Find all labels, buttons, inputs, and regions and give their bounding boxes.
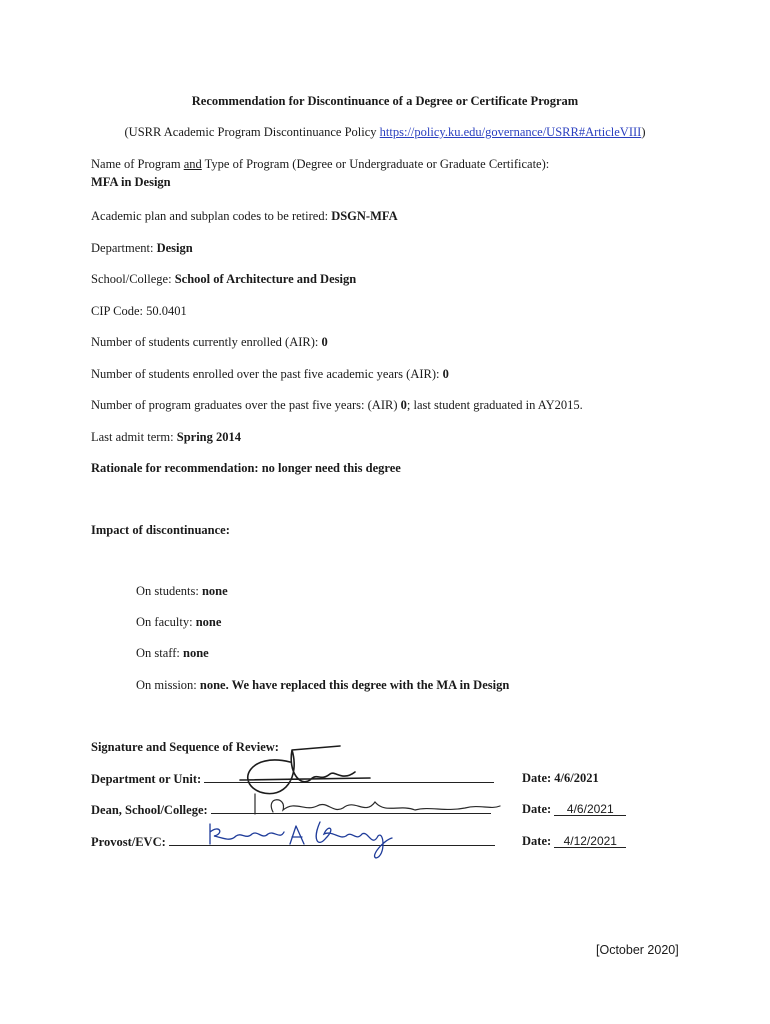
impact-heading: Impact of discontinuance: [91, 523, 230, 537]
impact-mission: On mission: none. We have replaced this degree with the MA in Design [136, 678, 510, 692]
signature-label: Department or Unit: [91, 772, 205, 786]
enrolled-five-years-field: Number of students enrolled over the past five academic years (AIR): 0 [91, 367, 449, 381]
enrolled-field: Number of students currently enrolled (AIR): 0 [91, 335, 328, 349]
impact-students: On students: none [136, 584, 228, 598]
last-admit-field: Last admit term: Spring 2014 [91, 430, 242, 444]
school-field: School/College: School of Architecture and Design [91, 272, 357, 286]
document-title: Recommendation for Discontinuance of a Degree or Certificate Program [191, 94, 579, 108]
impact-staff: On staff: none [136, 646, 209, 660]
policy-link[interactable]: https://policy.ku.edu/governance/USRR#ArticleVIII [379, 125, 642, 139]
policy-line [0, 125, 770, 140]
department-field: Department: Design [91, 241, 193, 255]
policy-suffix: ) [641, 125, 646, 139]
signature-heading: Signature and Sequence of Review: [91, 740, 279, 754]
policy-prefix: (USRR Academic Program Discontinuance Policy [124, 125, 380, 139]
program-label: Name of Program and Type of Program (Degree or Undergraduate or Graduate Certificate): [91, 157, 550, 171]
program-value: MFA in Design [91, 175, 171, 189]
provost-signature-icon [200, 818, 410, 862]
date-department: Date: 4/6/2021 [522, 771, 599, 785]
signature-label: Provost/EVC: [91, 835, 169, 849]
signature-label: Dean, School/College: [91, 803, 211, 817]
document-footer: [October 2020] [596, 943, 679, 957]
graduates-field: Number of program graduates over the past five years: (AIR) 0; last student graduated in AY2015. [91, 398, 583, 412]
dean-signature-icon [225, 790, 505, 820]
cip-code-field: CIP Code: 50.0401 [91, 304, 187, 318]
date-provost: Date: 4/12/2021 [522, 833, 626, 849]
rationale-field: Rationale for recommendation: no longer need this degree [91, 461, 401, 475]
plan-codes-field: Academic plan and subplan codes to be retired: DSGN-MFA [91, 209, 398, 223]
date-dean: Date: 4/6/2021 [522, 801, 626, 817]
impact-faculty: On faculty: none [136, 615, 222, 629]
